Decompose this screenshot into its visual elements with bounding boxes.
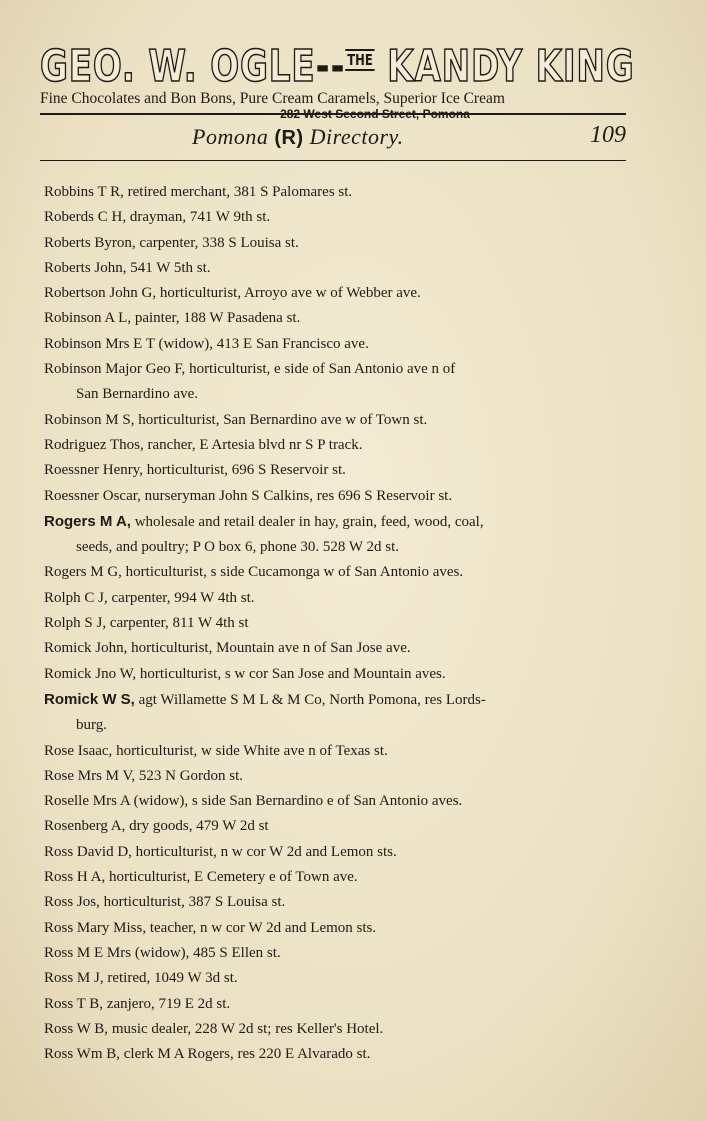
entry-details: horticulturist, E Cemetery e of Town ave. — [109, 869, 358, 886]
entry-name: Ross Jos, — [44, 894, 100, 911]
entry-details: drayman, 741 W 9th st. — [129, 209, 271, 226]
directory-entry — [44, 560, 630, 585]
ad-title — [40, 38, 635, 92]
entry-details: horticulturist, 696 S Reservoir st. — [146, 462, 346, 479]
entry-name: Robinson A L, — [44, 310, 132, 327]
directory-entry — [44, 357, 630, 408]
directory-entry — [44, 484, 630, 509]
entry-name: Robinson Mrs E T — [44, 335, 155, 352]
entry-name: Rolph S J, — [44, 615, 107, 632]
entry-continuation: seeds, and poultry; P O box 6, phone 30. 528 W 2d st. — [76, 539, 400, 556]
entry-details: horticulturist, s side Cucamonga w of San Antonio aves. — [125, 564, 464, 581]
entry-details: horticulturist, 387 S Louisa st. — [103, 894, 286, 911]
entry-name: Roessner Henry, — [44, 462, 144, 479]
entry-details: 523 N Gordon st. — [138, 767, 244, 784]
entry-name: Roessner Oscar, — [44, 487, 141, 504]
entry-details: (widow), 485 S Ellen st. — [134, 944, 281, 961]
entry-name: Ross Mary Miss, — [44, 919, 147, 936]
directory-entry — [44, 231, 630, 256]
directory-entry — [44, 814, 630, 839]
directory-entry — [44, 306, 630, 331]
page-number: 109 — [590, 122, 626, 148]
directory-entry — [44, 611, 630, 636]
entry-details: horticulturist, s w cor San Jose and Mountain aves. — [139, 665, 446, 682]
entry-details: retired, 1049 W 3d st. — [107, 970, 238, 987]
entry-name: Ross W B, — [44, 1020, 109, 1037]
entry-name: Rosenberg A, — [44, 818, 126, 835]
entry-details: horticulturist, e side of San Antonio ave n of — [189, 361, 456, 378]
directory-entry — [44, 281, 630, 306]
ad-tagline: Fine Chocolates and Bon Bons, Pure Cream Caramels, Superior Ice Cream — [40, 90, 505, 107]
entry-name: Roberts John, — [44, 259, 127, 276]
directory-entry — [44, 789, 630, 814]
directory-entry — [44, 941, 630, 966]
entry-details: carpenter, 994 W 4th st. — [111, 589, 255, 606]
entry-name: Roberts Byron, — [44, 234, 136, 251]
entry-details: agt Willamette S M L & M Co, North Pomona, res Lords- — [138, 691, 486, 708]
entry-name: Romick Jno W, — [44, 665, 137, 682]
entry-name: Romick John, — [44, 640, 128, 657]
directory-entry — [44, 1017, 630, 1042]
running-title-pre: Pomona — [192, 124, 269, 149]
directory-entry — [44, 739, 630, 764]
entry-details: teacher, n w cor W 2d and Lemon sts. — [149, 919, 377, 936]
entry-name: Ross H A, — [44, 869, 106, 886]
advertisement-header — [40, 38, 635, 121]
entry-name: Robinson Major Geo F, — [44, 361, 186, 378]
directory-entry — [44, 662, 630, 687]
ad-kandy-king: KANDY KING — [387, 41, 635, 92]
entry-details: (widow), s side San Bernardino e of San Antonio aves. — [133, 793, 463, 810]
header-rule — [40, 113, 626, 115]
directory-entry — [44, 1042, 630, 1067]
entry-name: Robbins T R, — [44, 184, 124, 200]
entry-details: horticulturist, w side White ave n of Texas st. — [116, 742, 388, 759]
entry-details: wholesale and retail dealer in hay, grain, feed, wood, coal, — [134, 513, 484, 530]
entry-name: Romick W S, — [44, 690, 135, 708]
entry-details: retired merchant, 381 S Palomares st. — [127, 184, 353, 200]
entry-details: horticulturist, San Bernardino ave w of Town st. — [138, 411, 428, 428]
directory-entry — [44, 332, 630, 357]
entry-name: Robertson John G, — [44, 285, 157, 302]
entry-details: dry goods, 479 W 2d st — [129, 818, 269, 835]
running-title — [192, 124, 404, 150]
directory-entry — [44, 840, 630, 865]
directory-entry — [44, 180, 630, 205]
directory-entry — [44, 966, 630, 991]
entry-name: Rolph C J, — [44, 589, 108, 606]
entry-name: Ross M J, — [44, 970, 104, 987]
entry-details: carpenter, 338 S Louisa st. — [139, 234, 299, 251]
directory-entry — [44, 916, 630, 941]
directory-entry — [44, 865, 630, 890]
entry-name: Ross M E Mrs — [44, 944, 132, 961]
directory-entry — [44, 636, 630, 661]
entry-details: zanjero, 719 E 2d st. — [106, 995, 231, 1012]
directory-entry — [44, 205, 630, 230]
ad-dash: -- — [315, 41, 346, 92]
entry-name: Roselle Mrs A — [44, 793, 130, 810]
entry-details: 541 W 5th st. — [130, 259, 211, 276]
entry-name: Rogers M A, — [44, 512, 131, 530]
entry-name: Ross David D, — [44, 843, 132, 860]
entry-name: Ross T B, — [44, 995, 104, 1012]
running-head — [40, 122, 626, 152]
directory-entry — [44, 586, 630, 611]
entry-name: Rose Mrs M V, — [44, 767, 136, 784]
entry-name: Rose Isaac, — [44, 742, 113, 759]
entry-details: horticulturist, Mountain ave n of San Jose ave. — [131, 640, 411, 657]
entry-details: painter, 188 W Pasadena st. — [134, 310, 301, 327]
entry-name: Ross Wm B, — [44, 1046, 120, 1063]
entry-details: rancher, E Artesia blvd nr S P track. — [147, 436, 363, 453]
entry-continuation: burg. — [76, 717, 107, 734]
entry-details: horticulturist, Arroyo ave w of Webber ave. — [159, 285, 421, 302]
entry-details: horticulturist, n w cor W 2d and Lemon sts. — [135, 843, 397, 860]
entry-details: carpenter, 811 W 4th st — [109, 615, 249, 632]
entry-details: nurseryman John S Calkins, res 696 S Reservoir st. — [144, 487, 453, 504]
directory-entry — [44, 992, 630, 1017]
entry-name: Roberds C H, — [44, 209, 127, 226]
entry-name: Rogers M G, — [44, 564, 122, 581]
running-title-post: Directory. — [309, 124, 404, 149]
entry-details: music dealer, 228 W 2d st; res Keller's Hotel. — [111, 1020, 384, 1037]
entry-name: Rodriguez Thos, — [44, 436, 144, 453]
ad-the: THE — [347, 51, 373, 69]
directory-entry — [44, 458, 630, 483]
directory-entry — [44, 256, 630, 281]
running-head-rule — [40, 160, 626, 161]
directory-entry — [44, 433, 630, 458]
entry-continuation: San Bernardino ave. — [76, 386, 199, 403]
directory-entry — [44, 890, 630, 915]
ad-name: GEO. W. OGLE — [40, 41, 316, 92]
directory-entry — [44, 408, 630, 433]
directory-entry — [44, 509, 630, 561]
entry-name: Robinson M S, — [44, 411, 135, 428]
ad-address: 282 West Second Street, Pomona — [280, 107, 470, 121]
entry-details: (widow), 413 E San Francisco ave. — [158, 335, 369, 352]
entry-details: clerk M A Rogers, res 220 E Alvarado st. — [123, 1046, 371, 1063]
directory-entry — [44, 764, 630, 789]
directory-entry — [44, 687, 630, 739]
running-title-letter: (R) — [274, 127, 304, 149]
directory-entries — [44, 180, 630, 1067]
